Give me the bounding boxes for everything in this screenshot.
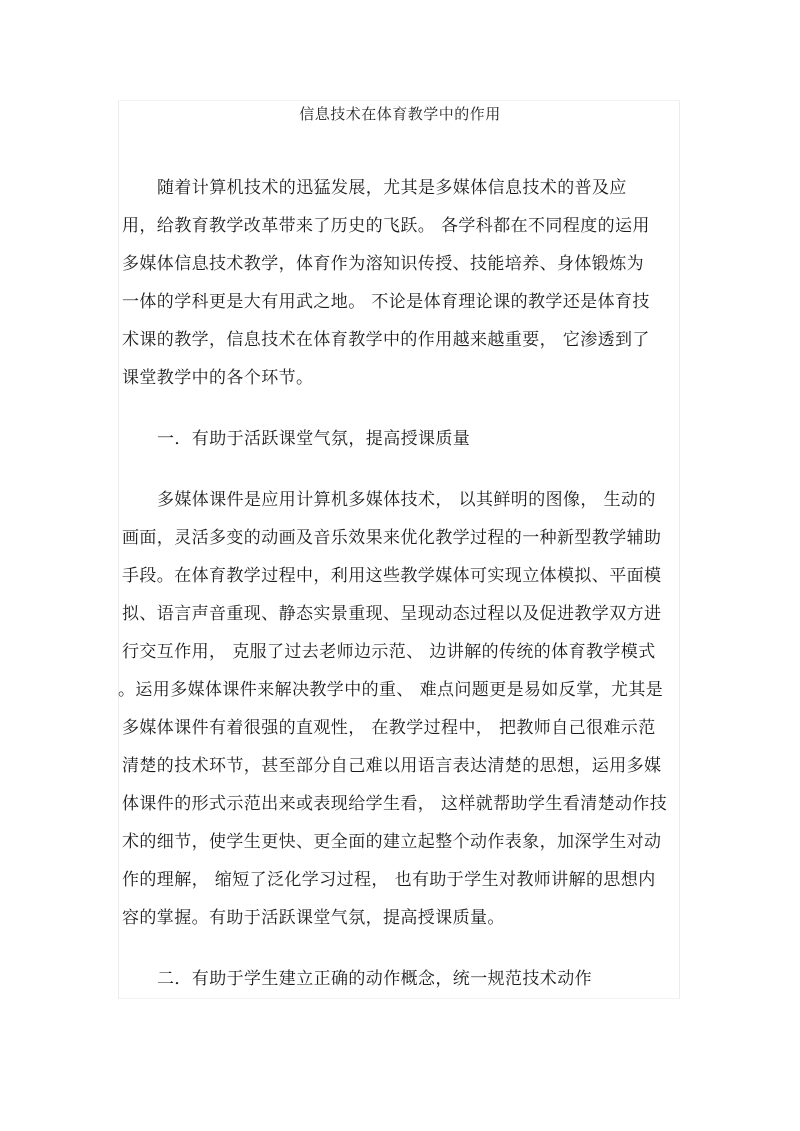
paragraph-1-line-5: 术课的教学，信息技术在体育教学中的作用越来越重要， 它渗透到了	[122, 330, 650, 350]
section-heading-2: 二．有助于学生建立正确的动作概念，统一规范技术动作	[157, 969, 592, 989]
paragraph-2-line-10: 术的细节，使学生更快、更全面的建立起整个动作表象，加深学生对动	[122, 832, 662, 852]
paragraph-2-line-8: 清楚的技术环节，甚至部分自己难以用语言表达清楚的思想，运用多媒	[122, 756, 662, 776]
paragraph-2-line-1: 多媒体课件是应用计算机多媒体技术， 以其鲜明的图像， 生动的	[157, 490, 656, 510]
paragraph-2-line-11: 作的理解， 缩短了泛化学习过程， 也有助于学生对教师讲解的思想内	[122, 870, 656, 890]
paragraph-2-line-5: 行交互作用， 克服了过去老师边示范、 边讲解的传统的体育教学模式	[122, 642, 656, 662]
paragraph-1-line-6: 课堂教学中的各个环节。	[122, 368, 314, 388]
paragraph-2-line-7: 多媒体课件有着很强的直观性， 在教学过程中， 把教师自己很难示范	[122, 718, 656, 738]
paragraph-1-line-4: 一体的学科更是大有用武之地。 不论是体育理论课的教学还是体育技	[122, 292, 650, 312]
paragraph-2-line-3: 手段。在体育教学过程中，利用这些教学媒体可实现立体模拟、平面模	[122, 566, 662, 586]
paragraph-2-line-12: 容的掌握。有助于活跃课堂气氛，提高授课质量。	[122, 908, 505, 928]
paragraph-2-line-2: 画面，灵活多变的动画及音乐效果来优化教学过程的一种新型教学辅助	[122, 528, 662, 548]
paragraph-1-line-2: 用，给教育教学改革带来了历史的飞跃。 各学科都在不同程度的运用	[122, 216, 650, 236]
section-heading-1: 一．有助于活跃课堂气氛，提高授课质量	[157, 429, 471, 449]
paragraph-2-line-4: 拟、语言声音重现、静态实景重现、呈现动态过程以及促进教学双方进	[122, 604, 662, 624]
paragraph-2-line-6: 。运用多媒体课件来解决教学中的重、 难点问题更是易如反掌，尤其是	[118, 680, 664, 700]
paragraph-2-line-9: 体课件的形式示范出来或表现给学生看， 这样就帮助学生看清楚动作技	[122, 794, 668, 814]
paragraph-1-line-3: 多媒体信息技术教学，体育作为溶知识传授、技能培养、身体锻炼为	[122, 254, 644, 274]
document-title: 信息技术在体育教学中的作用	[299, 105, 501, 123]
paragraph-1-line-1: 随着计算机技术的迅猛发展，尤其是多媒体信息技术的普及应	[157, 178, 627, 198]
